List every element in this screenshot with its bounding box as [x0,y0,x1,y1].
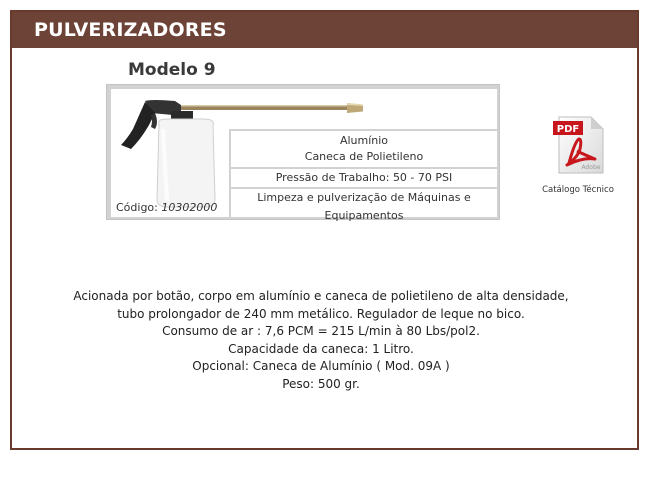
material-line-2: Caneca de Polietileno [304,150,424,163]
description-line: tubo prolongador de 240 mm metálico. Regulador de leque no bico. [117,306,525,321]
usage-line-2: Equipamentos [324,209,404,222]
usage-cell [231,189,497,222]
pdf-catalog-link[interactable] [545,113,609,177]
product-code [116,201,217,214]
pressure-cell [231,169,497,187]
adobe-label: Adobe [581,164,601,171]
description-line: Peso: 500 gr. [282,376,360,391]
description-line: Capacidade da caneca: 1 Litro. [228,341,414,356]
product-description [22,288,620,393]
pdf-icon[interactable] [545,113,609,177]
pdf-label: PDF [556,124,580,135]
description-line: Acionada por botão, corpo em alumínio e caneca de polietileno de alta densidade, [73,289,569,303]
product-box [106,84,500,220]
material-line-1: Alumínio [339,134,389,147]
description-line: Opcional: Caneca de Alumínio ( Mod. 09A ) [192,359,450,373]
model-title: Modelo 9 [128,60,216,80]
code-value: 10302000 [161,201,218,214]
section-header: PULVERIZADORES [12,12,637,48]
catalog-caption[interactable]: Catálogo Técnico [542,185,614,195]
description-line: Consumo de ar : 7,6 PCM = 215 L/min à 80 Lbs/pol2. [162,324,480,338]
pressure-value: 50 - 70 PSI [392,171,453,184]
usage-line-1: Limpeza e pulverização de Máquinas e [257,191,471,204]
material-cell [231,131,497,167]
code-label: Código: [116,201,158,214]
pressure-label: Pressão de Trabalho: [275,171,390,184]
